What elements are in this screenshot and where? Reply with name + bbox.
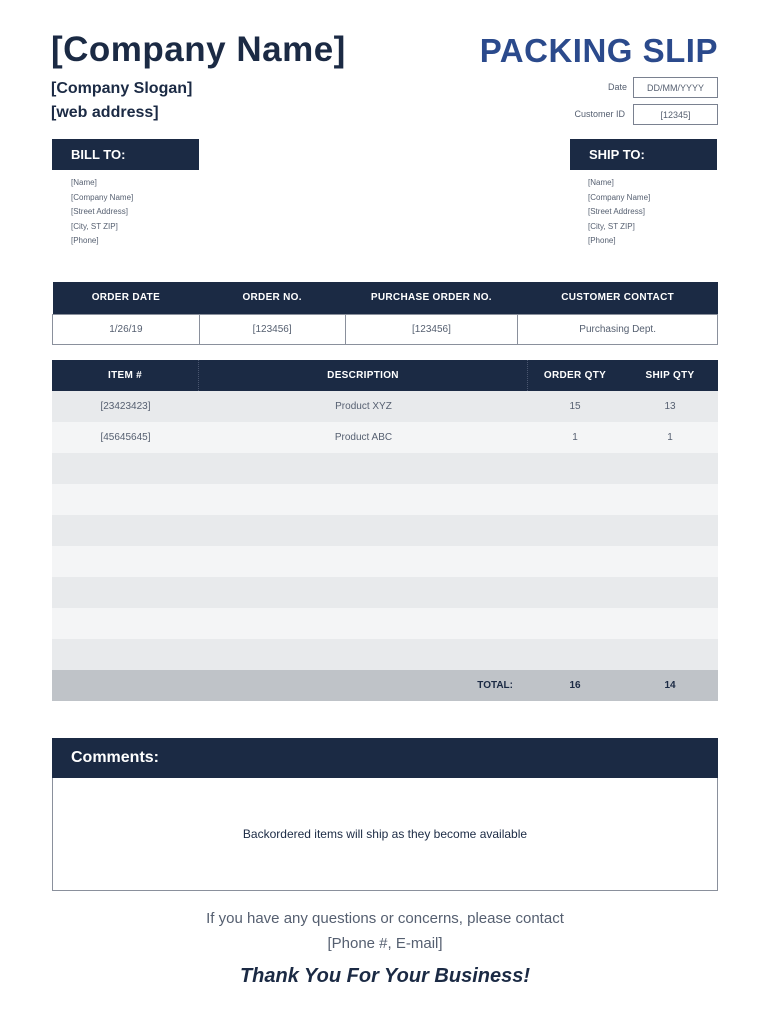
order-date-cell[interactable]: 1/26/19 <box>53 314 200 344</box>
bill-to-company: [Company Name] <box>71 192 134 202</box>
ship-to-company: [Company Name] <box>588 192 651 202</box>
customer-contact-header: CUSTOMER CONTACT <box>518 282 718 314</box>
description-cell[interactable]: Product ABC <box>334 432 393 443</box>
date-label: Date <box>607 82 627 92</box>
comments-heading: Comments: <box>52 738 718 778</box>
ship-qty-header: SHIP QTY <box>645 370 695 381</box>
total-row <box>52 670 718 701</box>
table-row <box>52 515 718 546</box>
ship-to-address <box>588 176 650 249</box>
item-number-cell[interactable]: [23423423] <box>100 401 151 412</box>
ship-to-city: [City, ST ZIP] <box>588 221 635 231</box>
table-row <box>52 639 718 670</box>
order-no-cell[interactable]: [123456] <box>199 314 345 344</box>
comments-text: Backordered items will ship as they become available <box>242 827 528 841</box>
bill-to-heading: BILL TO: <box>52 139 199 170</box>
company-slogan: [Company Slogan] <box>51 80 193 97</box>
total-order-qty: 16 <box>569 680 581 691</box>
customer-id-label: Customer ID <box>574 109 625 119</box>
table-row <box>52 546 718 577</box>
table-row <box>52 608 718 639</box>
company-name: [Company Name] <box>51 30 346 69</box>
order-info-header-row <box>53 282 718 314</box>
ship-to-name: [Name] <box>588 178 614 187</box>
items-table <box>52 360 718 701</box>
bill-to-name: [Name] <box>71 178 97 187</box>
description-header: DESCRIPTION <box>199 360 528 391</box>
contact-details: [Phone #, E-mail] <box>327 935 443 952</box>
bill-to-city: [City, ST ZIP] <box>71 221 118 231</box>
table-row <box>52 484 718 515</box>
ship-qty-cell[interactable]: 13 <box>664 401 676 412</box>
total-ship-qty: 14 <box>664 680 676 691</box>
contact-note: If you have any questions or concerns, please contact <box>206 910 564 927</box>
order-info-row <box>53 314 718 344</box>
customer-id-field[interactable]: [12345] <box>633 104 718 125</box>
table-row <box>52 453 718 484</box>
bill-to-address <box>71 176 133 249</box>
date-field[interactable]: DD/MM/YYYY <box>633 77 718 98</box>
order-no-header: ORDER NO. <box>199 282 345 314</box>
order-info-table <box>52 282 718 345</box>
ship-qty-cell[interactable]: 1 <box>667 432 673 443</box>
item-number-header: ITEM # <box>52 360 199 391</box>
items-body <box>52 391 718 670</box>
ship-to-street: [Street Address] <box>588 207 645 216</box>
table-row <box>52 422 718 453</box>
thank-you-message: Thank You For Your Business! <box>239 965 531 987</box>
ship-to-heading: SHIP TO: <box>570 139 717 170</box>
customer-contact-cell[interactable]: Purchasing Dept. <box>518 314 718 344</box>
table-row <box>52 391 718 422</box>
purchase-order-no-cell[interactable]: [123456] <box>345 314 518 344</box>
total-label: TOTAL: <box>477 680 513 691</box>
description-cell[interactable]: Product XYZ <box>335 401 392 412</box>
purchase-order-no-header: PURCHASE ORDER NO. <box>345 282 518 314</box>
order-qty-cell[interactable]: 1 <box>572 432 578 443</box>
bill-to-phone: [Phone] <box>71 236 99 245</box>
web-address: [web address] <box>51 104 159 121</box>
table-row <box>52 577 718 608</box>
document-title: PACKING SLIP <box>479 32 718 69</box>
order-qty-cell[interactable]: 15 <box>569 401 581 412</box>
order-qty-header: ORDER QTY <box>543 370 607 381</box>
ship-to-phone: [Phone] <box>588 236 616 245</box>
items-header-row <box>52 360 718 391</box>
bill-to-street: [Street Address] <box>71 207 128 216</box>
comments-box[interactable] <box>52 778 718 891</box>
order-date-header: ORDER DATE <box>53 282 200 314</box>
item-number-cell[interactable]: [45645645] <box>100 432 151 443</box>
